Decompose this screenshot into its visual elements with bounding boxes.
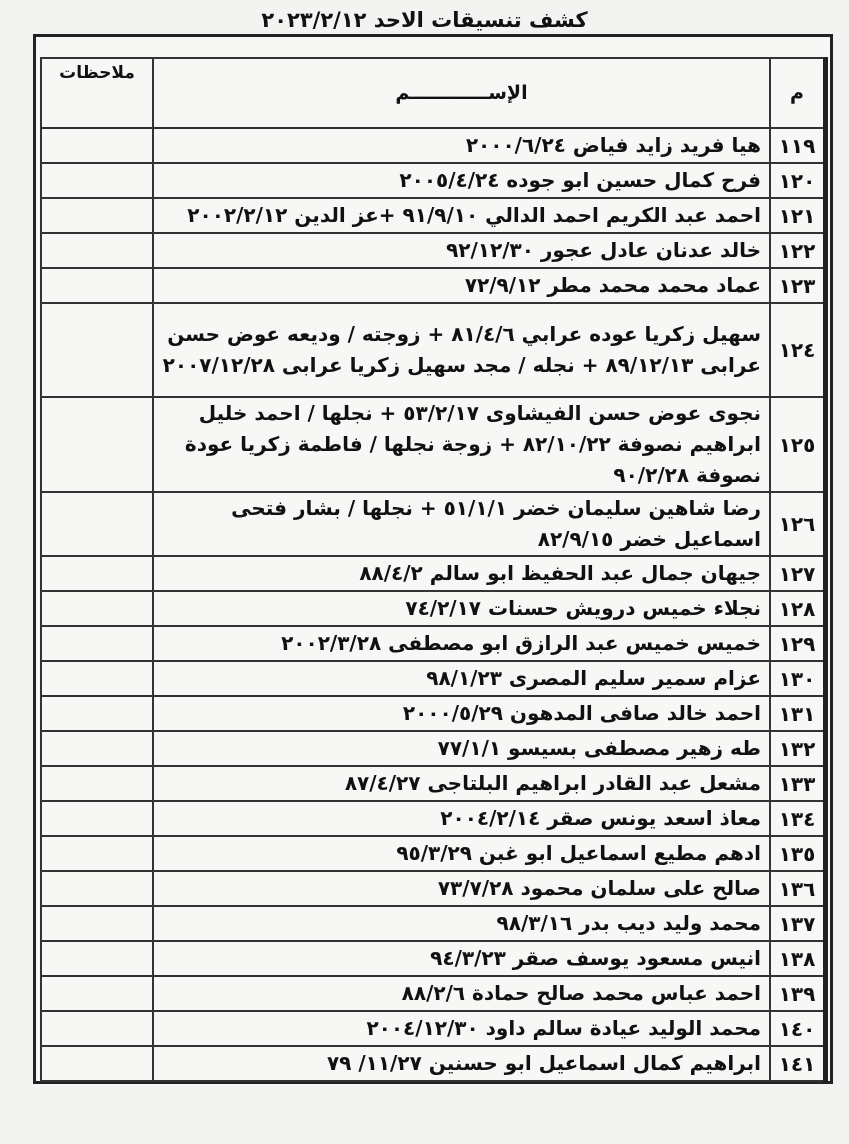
row-name: طه زهير مصطفى بسيسو ٧٧/١/١ bbox=[153, 731, 770, 766]
row-number: ١٢٥ bbox=[770, 397, 826, 492]
table-row bbox=[41, 233, 826, 268]
table-row bbox=[41, 941, 826, 976]
row-number: ١٢٢ bbox=[770, 233, 826, 268]
table-row bbox=[41, 492, 826, 556]
row-name: ادهم مطيع اسماعيل ابو غبن ٩٥/٣/٢٩ bbox=[153, 836, 770, 871]
roster-body bbox=[41, 128, 826, 1081]
table-row bbox=[41, 661, 826, 696]
table-row bbox=[41, 1046, 826, 1081]
row-name: معاذ اسعد يونس صقر ٢٠٠٤/٢/١٤ bbox=[153, 801, 770, 836]
row-number: ١٣٩ bbox=[770, 976, 826, 1011]
row-name: مشعل عبد القادر ابراهيم البلتاجى ٨٧/٤/٢٧ bbox=[153, 766, 770, 801]
row-name: نجوى عوض حسن الفيشاوى ٥٣/٢/١٧ + نجلها / احمد خليل ابراهيم نصوفة ٨٢/١٠/٢٢ + زوجة نجلها / فاطمة زكريا عودة نصوفة ٩٠/٢/٢٨ bbox=[153, 397, 770, 492]
header-number: م bbox=[770, 58, 826, 128]
header-notes: ملاحظات bbox=[41, 58, 153, 128]
roster-sheet bbox=[33, 34, 833, 1084]
row-name: احمد عبد الكريم احمد الدالي ٩١/٩/١٠ +عز الدين ٢٠٠٢/٢/١٢ bbox=[153, 198, 770, 233]
row-number: ١٤١ bbox=[770, 1046, 826, 1081]
row-name: نجلاء خميس درويش حسنات ٧٤/٢/١٧ bbox=[153, 591, 770, 626]
row-name: جيهان جمال عبد الحفيظ ابو سالم ٨٨/٤/٢ bbox=[153, 556, 770, 591]
table-row bbox=[41, 976, 826, 1011]
row-notes bbox=[41, 397, 153, 492]
row-name: محمد وليد ديب بدر ٩٨/٣/١٦ bbox=[153, 906, 770, 941]
table-row bbox=[41, 801, 826, 836]
table-row bbox=[41, 397, 826, 492]
table-row bbox=[41, 268, 826, 303]
row-number: ١٢٣ bbox=[770, 268, 826, 303]
row-name: عزام سمير سليم المصرى ٩٨/١/٢٣ bbox=[153, 661, 770, 696]
row-name: رضا شاهين سليمان خضر ٥١/١/١ + نجلها / بشار فتحى اسماعيل خضر ٨٢/٩/١٥ bbox=[153, 492, 770, 556]
row-number: ١٣٣ bbox=[770, 766, 826, 801]
row-number: ١٣٥ bbox=[770, 836, 826, 871]
row-number: ١٣٠ bbox=[770, 661, 826, 696]
row-notes bbox=[41, 1046, 153, 1081]
row-name: خميس خميس عبد الرازق ابو مصطفى ٢٠٠٢/٣/٢٨ bbox=[153, 626, 770, 661]
table-row bbox=[41, 163, 826, 198]
header-name: الإســــــــــــم bbox=[153, 58, 770, 128]
row-notes bbox=[41, 233, 153, 268]
row-number: ١٣٢ bbox=[770, 731, 826, 766]
table-row bbox=[41, 626, 826, 661]
row-notes bbox=[41, 303, 153, 397]
row-notes bbox=[41, 696, 153, 731]
row-name: فرح كمال حسين ابو جوده ٢٠٠٥/٤/٢٤ bbox=[153, 163, 770, 198]
table-row bbox=[41, 696, 826, 731]
table-row bbox=[41, 731, 826, 766]
table-row bbox=[41, 556, 826, 591]
row-name: محمد الوليد عيادة سالم داود ٢٠٠٤/١٢/٣٠ bbox=[153, 1011, 770, 1046]
row-number: ١٣٤ bbox=[770, 801, 826, 836]
row-notes bbox=[41, 661, 153, 696]
row-notes bbox=[41, 268, 153, 303]
table-row bbox=[41, 591, 826, 626]
row-number: ١٣٧ bbox=[770, 906, 826, 941]
row-notes bbox=[41, 976, 153, 1011]
row-number: ١٢٧ bbox=[770, 556, 826, 591]
row-notes bbox=[41, 731, 153, 766]
table-row bbox=[41, 836, 826, 871]
row-notes bbox=[41, 626, 153, 661]
row-notes bbox=[41, 906, 153, 941]
row-name: خالد عدنان عادل عجور ٩٢/١٢/٣٠ bbox=[153, 233, 770, 268]
row-name: انيس مسعود يوسف صقر ٩٤/٣/٢٣ bbox=[153, 941, 770, 976]
row-name: ابراهيم كمال اسماعيل ابو حسنين ١١/٢٧/ ٧٩ bbox=[153, 1046, 770, 1081]
document-title: كشف تنسيقات الاحد ٢٠٢٣/٢/١٢ bbox=[261, 8, 588, 32]
row-notes bbox=[41, 556, 153, 591]
row-number: ١٢٠ bbox=[770, 163, 826, 198]
row-name: سهيل زكريا عوده عرابي ٨١/٤/٦ + زوجته / وديعه عوض حسن عرابى ٨٩/١٢/١٣ + نجله / مجد سهيل زكريا عرابى ٢٠٠٧/١٢/٢٨ bbox=[153, 303, 770, 397]
row-number: ١٣٦ bbox=[770, 871, 826, 906]
table-row bbox=[41, 303, 826, 397]
table-row bbox=[41, 128, 826, 163]
row-notes bbox=[41, 801, 153, 836]
row-number: ١٣١ bbox=[770, 696, 826, 731]
table-row bbox=[41, 766, 826, 801]
row-notes bbox=[41, 591, 153, 626]
row-name: احمد خالد صافى المدهون ٢٠٠٠/٥/٢٩ bbox=[153, 696, 770, 731]
row-notes bbox=[41, 871, 153, 906]
row-name: هيا فريد زايد فياض ٢٠٠٠/٦/٢٤ bbox=[153, 128, 770, 163]
row-number: ١٢٩ bbox=[770, 626, 826, 661]
header-row bbox=[41, 58, 826, 128]
row-notes bbox=[41, 128, 153, 163]
row-number: ١٢١ bbox=[770, 198, 826, 233]
row-notes bbox=[41, 941, 153, 976]
row-name: عماد محمد محمد مطر ٧٢/٩/١٢ bbox=[153, 268, 770, 303]
table-row bbox=[41, 906, 826, 941]
table-row bbox=[41, 871, 826, 906]
table-row bbox=[41, 198, 826, 233]
row-number: ١٢٨ bbox=[770, 591, 826, 626]
row-number: ١٣٨ bbox=[770, 941, 826, 976]
row-notes bbox=[41, 766, 153, 801]
row-notes bbox=[41, 198, 153, 233]
table-row bbox=[41, 1011, 826, 1046]
row-name: صالح على سلمان محمود ٧٣/٧/٢٨ bbox=[153, 871, 770, 906]
roster-table bbox=[40, 57, 828, 1082]
row-notes bbox=[41, 163, 153, 198]
row-notes bbox=[41, 836, 153, 871]
row-notes bbox=[41, 1011, 153, 1046]
row-number: ١١٩ bbox=[770, 128, 826, 163]
row-number: ١٢٤ bbox=[770, 303, 826, 397]
row-name: احمد عباس محمد صالح حمادة ٨٨/٢/٦ bbox=[153, 976, 770, 1011]
row-number: ١٢٦ bbox=[770, 492, 826, 556]
row-notes bbox=[41, 492, 153, 556]
row-number: ١٤٠ bbox=[770, 1011, 826, 1046]
